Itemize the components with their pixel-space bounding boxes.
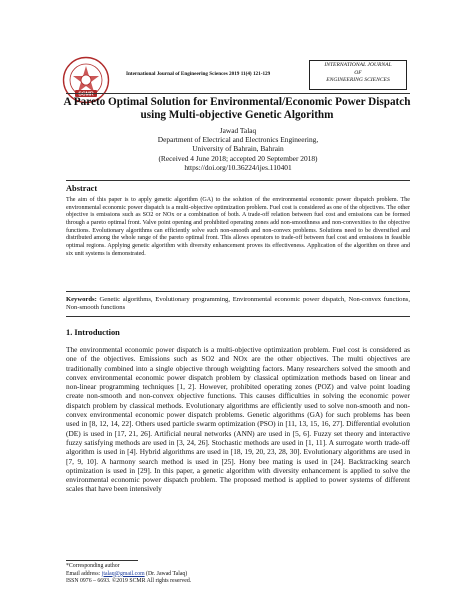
journal-citation: International Journal of Engineering Sciences 2019 11(4) 121-129 [126, 71, 271, 77]
abstract-heading: Abstract [66, 184, 98, 193]
email-label: Email address: [66, 570, 102, 577]
introduction-text: The environmental economic power dispatch is a multi-objective optimization problem. Fuel cost is considered as one of the objectives. Emissions such as SO2 and NOx are the other objectives. The multi objectives are traditionally combined into a single objective through weighting factors. Many researchers solved the smooth and convex environmental economic power dispatch problem by classical optimization methods based on linear and non-linear programming techniques [1, 2]. However, prohibited operating zones (POZ) and valve point loading create non-smooth and non-convex objective functions. This causes difficulties in solving the economic power dispatch problem by classical methods. Evolutionary algorithms are efficiently used to solve non-smooth and non-convex environmental economic power dispatch problems. Genetic algorithms (GA) for such problems has been used in [8, 12, 14, 22]. Others used particle swarm optimization (PSO) in [11, 13, 15, 16, 27]. Differential evolution (DE) is used in [17, 21, 26]. Artificial neural networks (ANN) are used in [5, 6]. Fuzzy set theory and interactive fuzzy satisfying methods are used in [3, 24, 26]. Stochastic methods are used in [1, 11]. A surrogate worth trade-off algorithm is used in [4]. Hybrid algorithms are used in [18, 19, 20, 23, 28, 30]. Evolutionary algorithms are used in [7, 9, 10]. A harmony search method is used in [25]. Hony bee mating is used in [24]. Backtracking search optimization is used in [29]. In this paper, a genetic algorithm with diversity enhancement is applied to solve the environmental economic power dispatch problem. The proposed method is applied to power systems of different scales that have been intensively [66, 345, 410, 494]
logo-text: SCMR [78, 91, 94, 98]
email-suffix: (Dr. Jawad Talaq) [144, 570, 188, 577]
keywords-text: Genetic algorithms, Evolutionary programming, Environmental economic power dispatch, Non-convex functions, Non-smooth functions [66, 296, 410, 312]
journal-name-box [309, 60, 407, 90]
abstract-bottom-rule [66, 291, 410, 292]
header-rule [66, 93, 410, 94]
title-line: using Multi-objective Genetic Algorithm [140, 109, 334, 121]
keywords-rule [66, 316, 410, 317]
footnote-rule [66, 560, 138, 561]
journal-box-line: OF [354, 69, 362, 76]
abstract-top-rule [66, 180, 410, 181]
keywords-label: Keywords: [66, 296, 97, 303]
author-block [66, 126, 410, 172]
abstract-text: The aim of this paper is to apply genetic algorithm (GA) to the solution of the environmental economic power dispatch problem. The environmental economic power dispatch is a multi-objective optimization problem. Fuel cost is considered as one of the objectives. The other objective is emissions such as SO2 or NOx or a combination of both. A trade-off relation between fuel cost and emissions can be formed through a pareto optimal front. Valve point opening and prohibited operating zones add non-smoothness and non-convexities to the objective functions. Evolutionary algorithms can efficiently solve such non-smooth and non-convex problems. Solutions need to be diversified and distributed among the whole range of the pareto optimal front. This allows operators to trade-off between fuel cost and emissions in feasible optimal regions. Applying genetic algorithm with diversity enhancement proves its effectiveness. Application of the algorithm on three and six unit systems is demonstrated. [66, 197, 410, 257]
footnotes [66, 563, 191, 586]
journal-box-line: INTERNATIONAL JOURNAL [324, 62, 392, 68]
corresponding-note: *Corresponding author [66, 563, 120, 569]
title-line: A Pareto Optimal Solution for Environmental/Economic Power Dispatch [63, 96, 411, 108]
issn-line: ISSN 0976 – 6693. ©2019 SCMR All rights reserved. [66, 578, 192, 585]
received-dates: (Received 4 June 2018; accepted 20 September 2018) [158, 153, 318, 163]
paper-title [50, 96, 424, 122]
journal-box-line: ENGINEERING SCIENCES [326, 77, 390, 84]
author-name: Jawad Talaq [219, 126, 257, 135]
introduction-heading: 1. Introduction [66, 328, 120, 337]
author-university: University of Bahrain, Bahrain [192, 144, 284, 154]
author-department: Department of Electrical and Electronics Engineering, [157, 135, 319, 145]
email-link[interactable]: jtalaq@gmail.com [101, 570, 145, 577]
doi-link[interactable]: https://doi.org/10.36224/ijes.110401 [184, 162, 292, 172]
keywords [66, 296, 410, 313]
